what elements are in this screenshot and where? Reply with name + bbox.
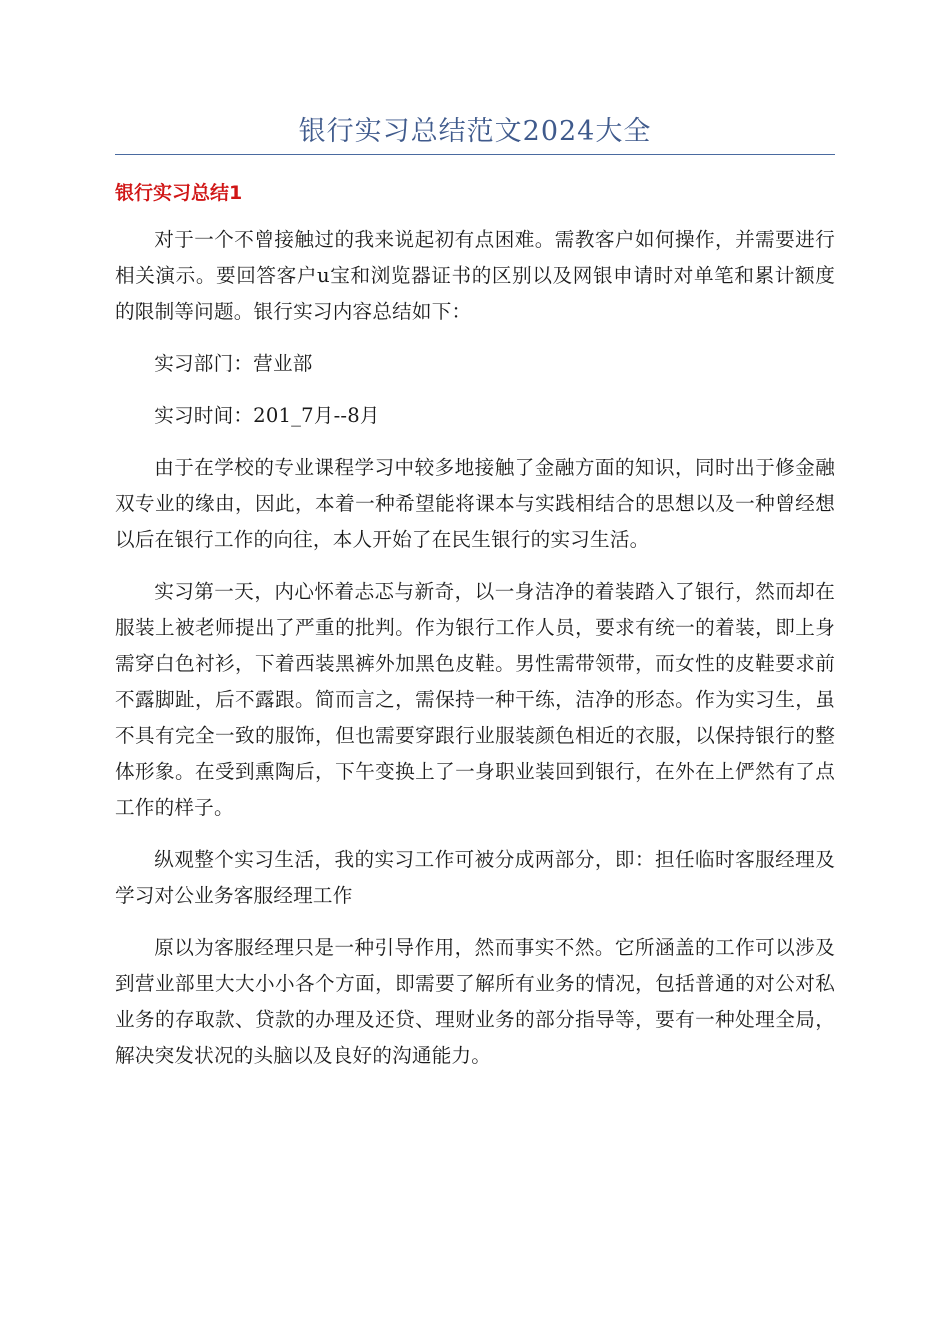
title-underline bbox=[115, 154, 835, 155]
document-body bbox=[115, 222, 835, 1090]
paragraph-customer-manager: 原以为客服经理只是一种引导作用，然而事实不然。它所涵盖的工作可以涉及到营业部里大大小小各个方面，即需要了解所有业务的情况，包括普通的对公对私业务的存取款、贷款的办理及还贷、理财业务的部分指导等，要有一种处理全局，解决突发状况的头脑以及良好的沟通能力。 bbox=[115, 936, 835, 1067]
section-heading: 银行实习总结1 bbox=[115, 182, 243, 204]
paragraph-overview: 纵观整个实习生活，我的实习工作可被分成两部分，即：担任临时客服经理及学习对公业务客服经理工作 bbox=[115, 848, 835, 907]
paragraph-department: 实习部门：营业部 bbox=[154, 352, 313, 375]
document-title: 银行实习总结范文2024大全 bbox=[298, 116, 652, 147]
paragraph-period: 实习时间：201_7月--8月 bbox=[154, 404, 380, 427]
paragraph-first-day: 实习第一天，内心怀着忐忑与新奇，以一身洁净的着装踏入了银行，然而却在服装上被老师提出了严重的批判。作为银行工作人员，要求有统一的着装，即上身需穿白色衬衫，下着西装黑裤外加黑色皮鞋。男性需带领带，而女性的皮鞋要求前不露脚趾，后不露跟。简而言之，需保持一种干练，洁净的形态。作为实习生，虽不具有完全一致的服饰，但也需要穿跟行业服装颜色相近的衣服，以保持银行的整体形象。在受到熏陶后，下午变换上了一身职业装回到银行，在外在上俨然有了点工作的样子。 bbox=[115, 580, 835, 819]
paragraph-motivation: 由于在学校的专业课程学习中较多地接触了金融方面的知识，同时出于修金融双专业的缘由，因此，本着一种希望能将课本与实践相结合的思想以及一种曾经想以后在银行工作的向往，本人开始了在民生银行的实习生活。 bbox=[115, 456, 835, 551]
paragraph-intro: 对于一个不曾接触过的我来说起初有点困难。需教客户如何操作，并需要进行相关演示。要回答客户u宝和浏览器证书的区别以及网银申请时对单笔和累计额度的限制等问题。银行实习内容总结如下： bbox=[115, 228, 835, 323]
